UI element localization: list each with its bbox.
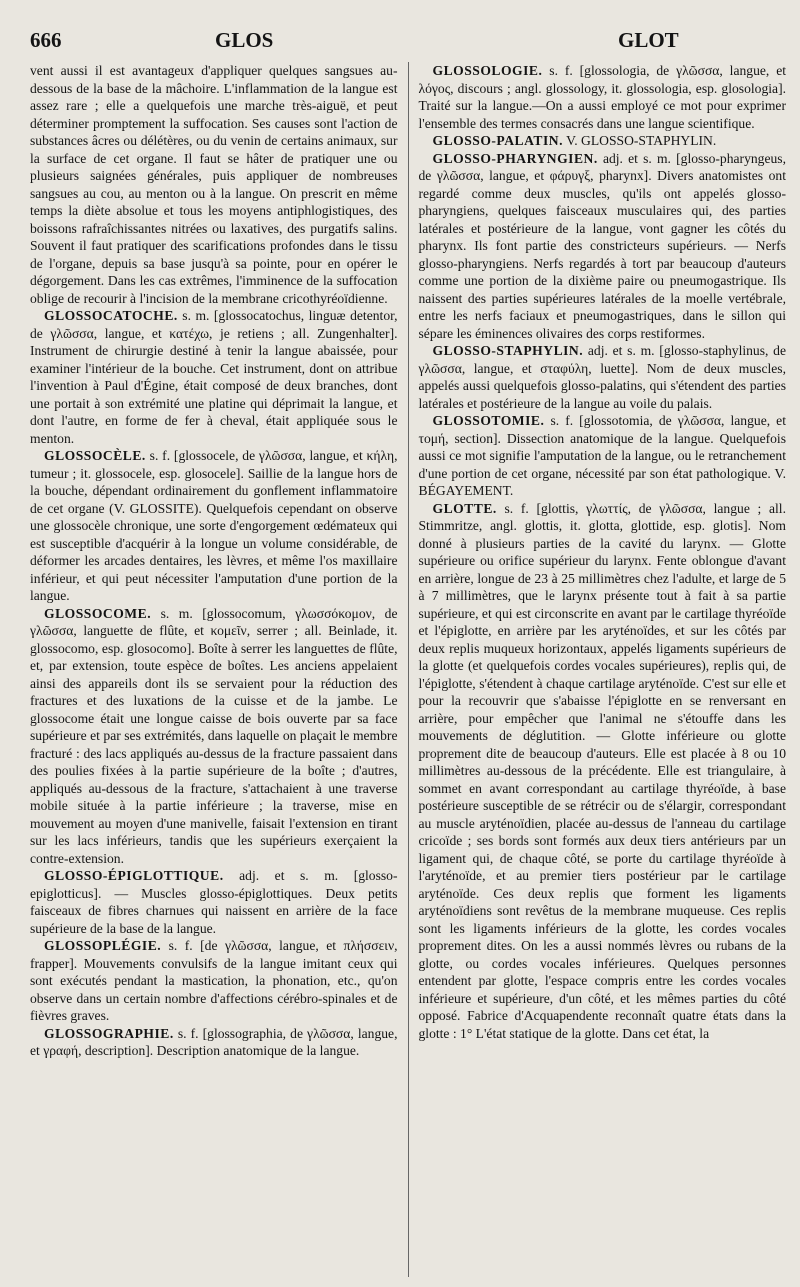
entry-text: adj. et s. m. [glosso-epiglotticus]. — Muscles glosso-épiglottiques. Deux petits faisceaux de fibres charnues qui naissent en arrière de la face supérieure de la base de la langue. (30, 868, 398, 936)
entry-headword: GLOSSOPLÉGIE. (44, 938, 162, 953)
entry-text: adj. et s. m. [glosso-staphylinus, de γλῶσσα, langue, et σταφύλη, luette]. Nom de deux muscles, appelés aussi quelquefois glosso-palatins, qui s'étendent des parties latérales et postérieure de la langue au voile du palais. (418, 343, 786, 411)
two-column-body (30, 62, 786, 1277)
entry-text: V. GLOSSO-STAPHYLIN. (566, 133, 717, 148)
entry-text: s. f. [glossotomia, de γλῶσσα, langue, et τομή, section]. Dissection anatomique de la langue. Quelquefois aussi ce mot signifie l'amputation de la langue, ou le retranchement d'une portion de cet organe, nécessité par son état pathologique. V. BÉGAYEMENT. (418, 413, 786, 498)
entry-glotte (419, 500, 787, 1043)
entry-text: s. m. [glossocomum, γλωσσόκομον, de γλῶσσα, languette de flûte, et κομεῖν, serrer ; all. Beinlade, it. glossocomo, esp. glosocomo]. Boîte à serrer les languettes de flûte, et, par extension, toute espèce de boîtes. Les anciens appelaient ainsi des appareils dont ils se servaient pour la réduction des fractures et des luxations de la cuisse et de la jambe. Le glossocome était une longue caisse de bois ouverte par sa face supérieure et par ses extrémités, dans laquelle on plaçait le membre fracturé : des lacs appliqués au-dessus de la fracture passaient dans des poulies fixées à la partie supérieure de la boîte ; d'autres, appliqués au-dessous de la fracture, s'attachaient à une traverse mobile située à la partie inférieure ; la traverse, mise en mouvement au moyen d'une manivelle, faisait l'extension en tirant sur les lacs inférieurs, tandis que les supérieurs exerçaient la contre-extension. (30, 605, 398, 866)
entry-text: s. f. [glossographia, de γλῶσσα, langue, et γραφή, description]. Description anatomique de la langue. (30, 1025, 398, 1058)
entry-headword: GLOSSO-PALATIN. (432, 133, 563, 148)
entry-text: s. f. [glottis, γλωττίς, de γλῶσσα, langue ; all. Stimmritze, angl. glottis, it. glotta, glottide, esp. glotis]. Nom donné à plusieurs parties de la cavité du larynx. — Glotte supérieure ou orifice supérieur du larynx. Fente oblongue d'avant en arrière, longue de 23 à 25 millimètres chez l'adulte, et large de 5 à 7 millimètres, que le larynx présente tout à fait à sa partie supérieure, et qui est circonscrite en avant par le cartilage thyréoïde et l'épiglotte, en arrière par les aryténoïdes, et sur les côtés par deux replis muqueux horizontaux, appelés ligaments supérieurs de la glotte (et quelquefois cordes vocales supérieures), replis qui, de l'épiglotte, s'étendent à chaque cartilage aryténoïde. C'est sur elle et pour la recouvrir que s'abaisse l'épiglotte en se renversant en arrière, pour empêcher que l'animal ne s'étouffe dans les mouvements de déglutition. — Glotte inférieure ou glotte proprement dite de beaucoup d'auteurs. Elle est placée à 8 ou 10 millimètres au-dessous de la précédente. Elle est triangulaire, à sommet en avant correspondant au cartilage thyréoïde, à base postérieure susceptible de se rétrécir ou de s'élargir, correspondant au muscle aryténoïdien, placée au-dessus de l'anneau du cartilage cricoïde ; ses bords sont formés aux deux tiers antérieurs par un ligament qui, de chaque côté, se porte du cartilage thyréoïde à l'aryténoïde, et au premier tiers postérieur par le cartilage aryténoïde. Ces deux replis que forment les ligaments aryténoïdiens sont revêtus de la membrane muqueuse. Ces replis sont les ligaments inférieurs de la glotte, les cordes vocales proprement dites. On les a aussi nommés lèvres ou rubans de la glotte, ou cordes vocales inférieures. Quelques personnes entendent par glotte, l'espace compris entre les cordes vocales inférieure et supérieure, d'un côté, et les mêmes parties du côté opposé. Fabrice d'Acquapendente reconnaît quatre états dans la glotte : 1° L'état statique de la glotte. Dans cet état, la (418, 500, 786, 1041)
entry-headword: GLOSSOCOME. (44, 605, 152, 621)
right-column (409, 62, 787, 1277)
left-running-headword: GLOS (215, 28, 274, 52)
entry-text: s. f. [de γλῶσσα, langue, et πλήσσειν, frapper]. Mouvements convulsifs de la langue imitant ceux qui sont exécutés pendant la mastication, la phonation, etc., qu'on observe dans un certain nombre d'affections cérébro-spinales et de fièvres graves. (30, 938, 398, 1023)
entry-glosso-staphylin (419, 342, 787, 412)
entry-headword: GLOSSOLOGIE. (432, 63, 543, 78)
entry-glosso-pharyngien (419, 150, 787, 343)
entry-text: s. m. [glossocatochus, linguæ detentor, de γλῶσσα, langue, et κατέχω, je retiens ; all. Zungenhalter]. Instrument de chirurgie destiné à tenir la langue abaissée, pour examiner l'intérieur de la bouche. Cet instrument, dont on attribue l'invention à Paul d'Égine, était composé de deux branches, dont une portait à son extrémité une platine qui déprimait la langue, et dont l'autre, en forme de fer à cheval, était appliquée sous le menton. (30, 308, 398, 446)
entry-glossocatoche (30, 307, 398, 447)
entry-text: s. f. [glossocele, de γλῶσσα, langue, et κήλη, tumeur ; it. glossocele, esp. glosocele]. Saillie de la langue hors de la bouche, dépendant ordinairement du gonflement inflammatoire de cet organe (V. GLOSSITE). Quelquefois cependant on observe une glossocèle chronique, une sorte d'engorgement œdémateux qui est susceptible d'acquérir à la longue un volume considérable, de déformer les arcades dentaires, les lèvres, et même l'os maxillaire inférieur, et qui peut nécessiter l'amputation d'une portion de la langue. (30, 448, 398, 603)
entry-text: s. f. [glossologia, de γλῶσσα, langue, et λόγος, discours ; angl. glossology, it. glossologia, esp. glosologia]. Traité sur la langue.—On a aussi employé ce mot pour exprimer l'ensemble des termes consacrés dans une langue scientifique. (418, 63, 786, 131)
entry-glosso-palatin (419, 132, 787, 150)
entry-glossographie (30, 1025, 398, 1060)
right-running-headword: GLOT (618, 28, 679, 52)
entry-headword: GLOSSO-ÉPIGLOTTIQUE. (44, 868, 224, 883)
running-header (30, 28, 786, 62)
entry-headword: GLOSSO-PHARYNGIEN. (432, 150, 598, 166)
entry-glossotomie (419, 412, 787, 500)
entry-headword: GLOSSOTOMIE. (432, 413, 545, 428)
entry-headword: GLOTTE. (432, 500, 497, 516)
entry-headword: GLOSSOCATOCHE. (44, 308, 178, 323)
entry-text: adj. et s. m. [glosso-pharyngeus, de γλῶσσα, langue, et φάρυγξ, pharynx]. Divers anatomistes ont regardé comme deux muscles, qu'ils ont appelés glosso-pharyngiens, quelques faisceaux musculaires qui, des parties latérales et postérieure de la langue, vont gagner les côtés du pharynx. Ils font partie des constricteurs supérieurs. — Nerfs glosso-pharyngiens. Nerfs regardés à tort par beaucoup d'auteurs comme une portion de la dixième paire ou pneumogastrique. Ils naissent des parties supérieures latérales de la moelle vertébrale, entre les nerfs faciaux et pneumogastriques, dans le sillon qui sépare les éminences olivaires des corps restiformes. (418, 150, 786, 341)
page-number: 666 (30, 28, 62, 52)
entry-headword: GLOSSOCÈLE. (44, 448, 146, 463)
entry-continuation: vent aussi il est avantageux d'appliquer quelques sangsues au-dessous de la base de la mâchoire. L'inflammation de la langue est assez rare ; elle a quelquefois une marche très-aiguë, et peut déterminer promptement la suffocation. Ses causes sont l'action de substances âcres ou délétères, ou du venin de certains animaux, sur la surface de cet organe. Il faut se hâter de pratiquer une ou plusieurs saignées générales, puis appliquer de nombreuses sangsues au cou, au menton ou à la langue. On prescrit en même temps la diète absolue et tous les moyens antiphlogistiques, des boissons rafraîchissantes nitrées ou laxatives, des purgatifs salins. Souvent il faut pratiquer des scarifications profondes dans le tissu de l'organe, depuis sa base jusqu'à sa pointe, pour en opérer le dégorgement. Dans les cas extrêmes, l'imminence de la suffocation oblige de recourir à l'incision de la membrane cricothyréoïdienne. (30, 63, 398, 306)
entry-glossoplegie (30, 937, 398, 1025)
entry-glossocele (30, 447, 398, 605)
entry-glossologie (419, 62, 787, 132)
entry-glosso-epiglottique (30, 867, 398, 937)
left-column (30, 62, 409, 1277)
entry-glossocome (30, 605, 398, 868)
entry-headword: GLOSSO-STAPHYLIN. (432, 343, 584, 358)
entry-headword: GLOSSOGRAPHIE. (44, 1025, 174, 1041)
